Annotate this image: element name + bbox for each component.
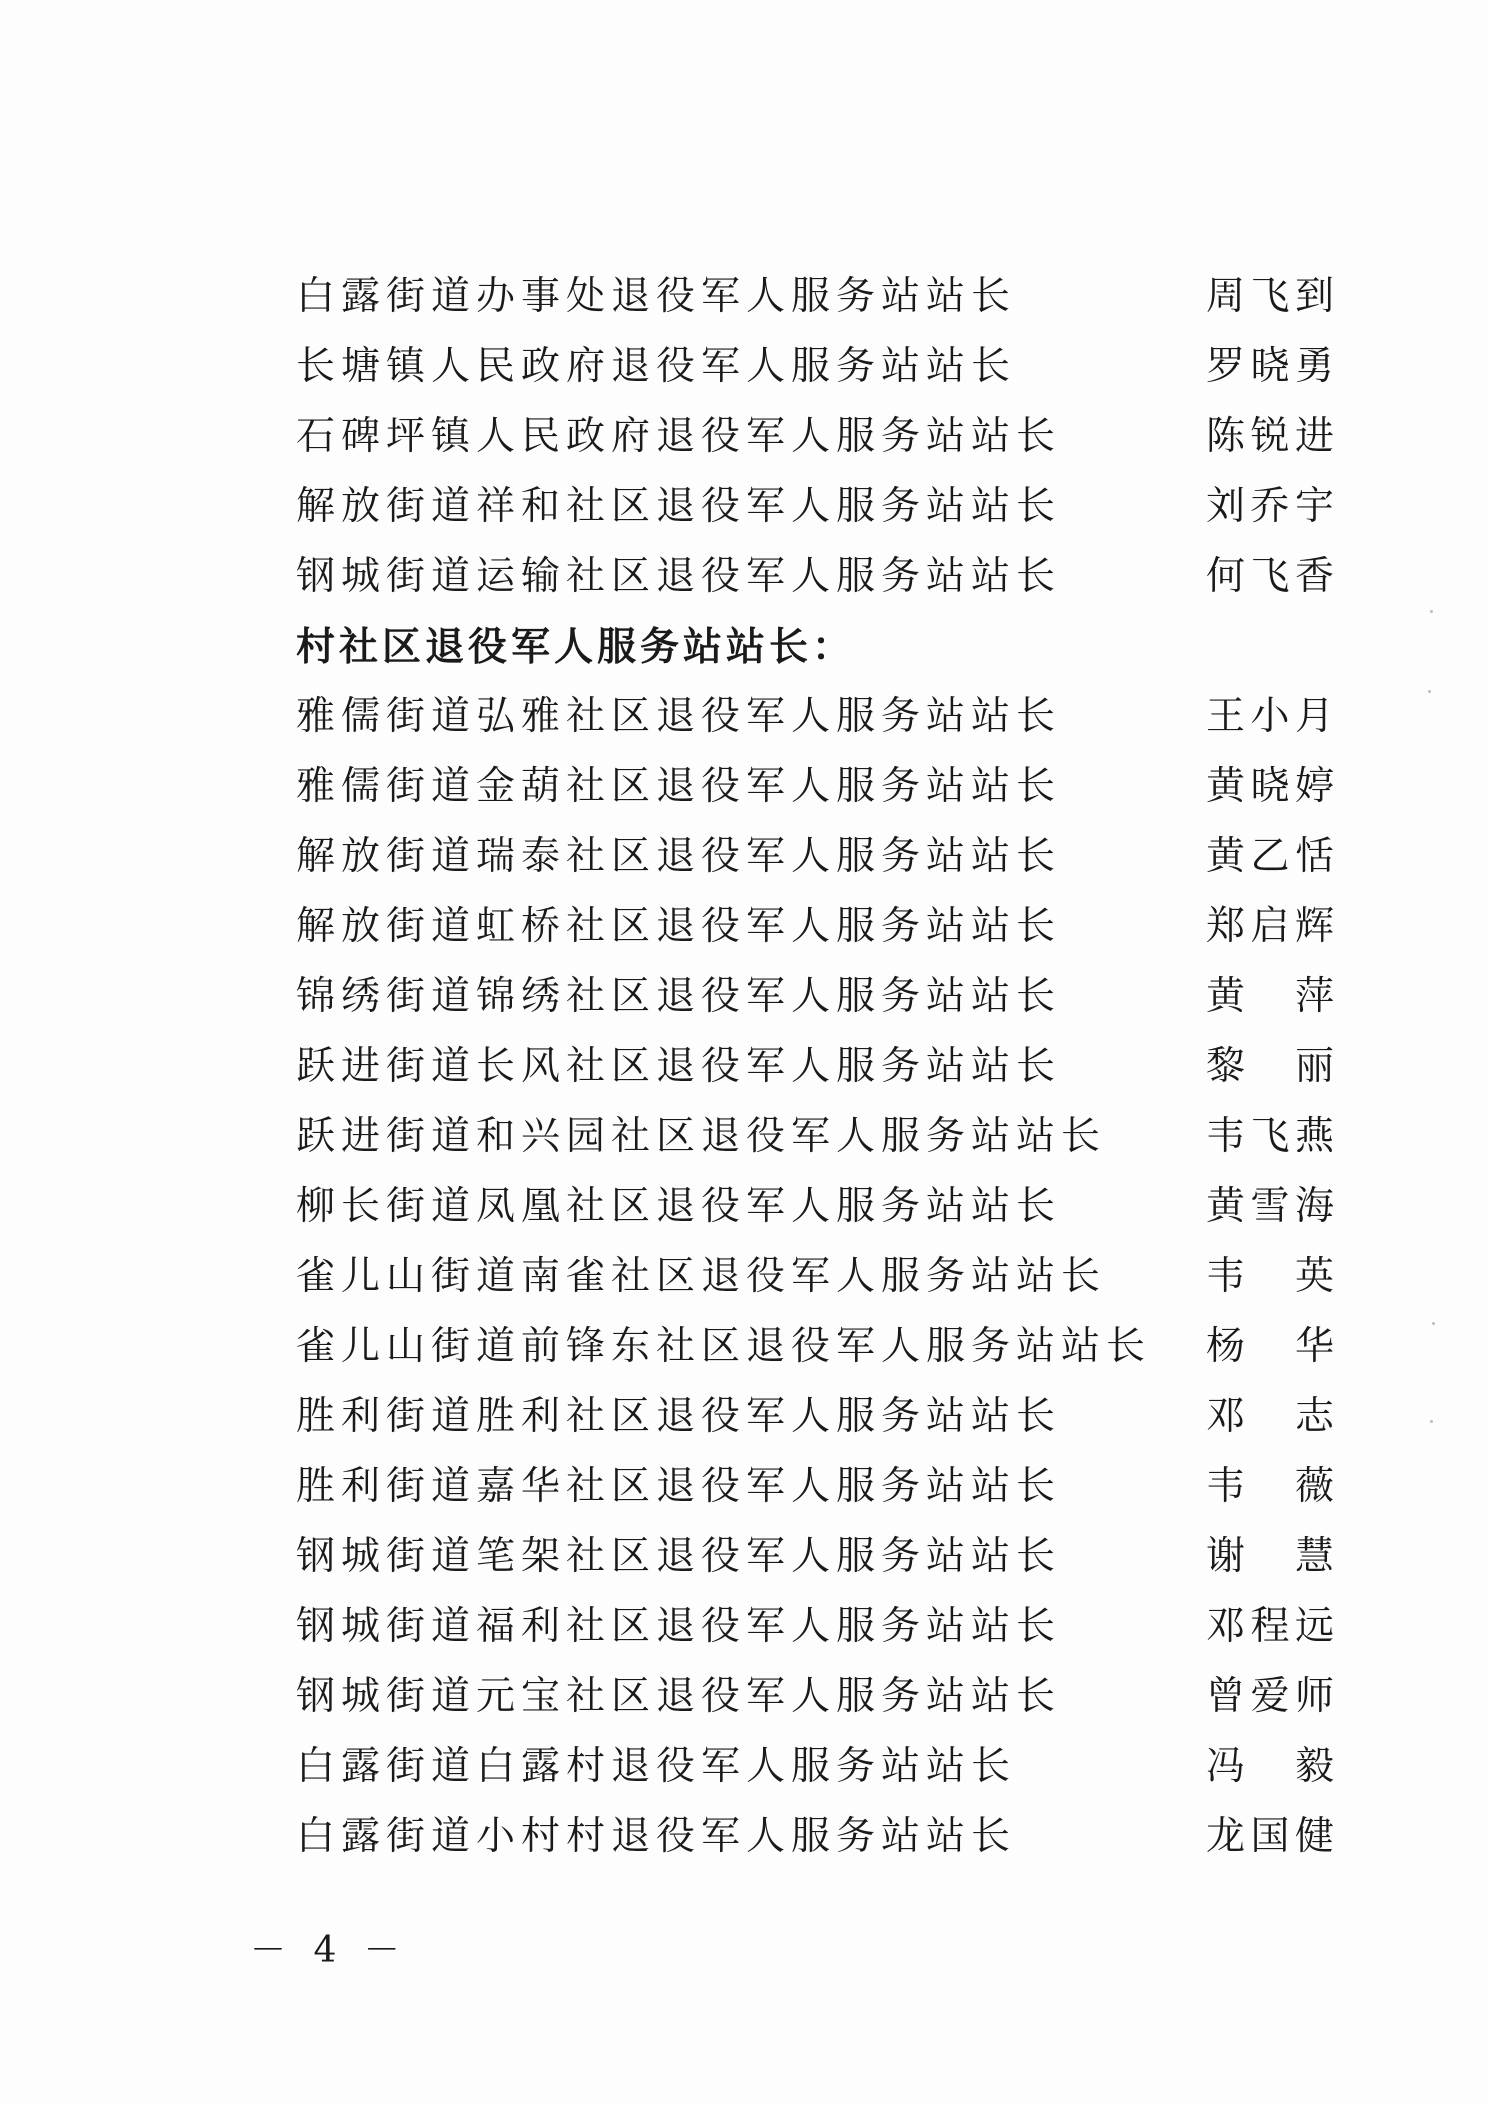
position-title: 长塘镇人民政府退役军人服务站站长 (296, 344, 1017, 389)
position-title: 钢城街道福利社区退役军人服务站站长 (296, 1604, 1062, 1649)
position-title: 胜利街道嘉华社区退役军人服务站站长 (296, 1464, 1062, 1509)
position-title: 雀儿山街道前锋东社区退役军人服务站站长 (296, 1324, 1152, 1369)
list-item (296, 262, 1336, 332)
list-item (296, 682, 1336, 752)
person-name: 刘乔宇 (1206, 484, 1336, 529)
position-title: 白露街道小村村退役军人服务站站长 (296, 1814, 1017, 1859)
position-title: 白露街道办事处退役军人服务站站长 (296, 274, 1017, 319)
position-title: 解放街道虹桥社区退役军人服务站站长 (296, 904, 1062, 949)
person-name: 谢慧 (1206, 1534, 1336, 1579)
list-item (296, 892, 1336, 962)
list-item (296, 1802, 1336, 1872)
scan-speck (1432, 1322, 1435, 1325)
position-title: 柳长街道凤凰社区退役军人服务站站长 (296, 1184, 1062, 1229)
position-title: 雀儿山街道南雀社区退役军人服务站站长 (296, 1254, 1107, 1299)
list-item (296, 1662, 1336, 1732)
person-name: 黄雪海 (1206, 1184, 1336, 1229)
position-title: 锦绣街道锦绣社区退役军人服务站站长 (296, 974, 1062, 1019)
section-heading-row (296, 612, 1336, 682)
list-item (296, 752, 1336, 822)
list-item (296, 1312, 1336, 1382)
position-title: 雅儒街道金葫社区退役军人服务站站长 (296, 764, 1062, 809)
person-name: 韦薇 (1206, 1464, 1336, 1509)
scan-speck (1430, 610, 1433, 613)
list-item (296, 1592, 1336, 1662)
list-item (296, 1732, 1336, 1802)
person-name: 王小月 (1206, 694, 1336, 739)
list-item (296, 1172, 1336, 1242)
person-name: 曾爱师 (1206, 1674, 1336, 1719)
list-item (296, 472, 1336, 542)
position-title: 钢城街道运输社区退役军人服务站站长 (296, 554, 1062, 599)
person-name: 邓志 (1206, 1394, 1336, 1439)
position-title: 白露街道白露村退役军人服务站站长 (296, 1744, 1017, 1789)
list-item (296, 1032, 1336, 1102)
page-number: － 4 － (250, 1930, 408, 1971)
personnel-list (296, 262, 1336, 1872)
list-item (296, 1102, 1336, 1172)
position-title: 跃进街道长风社区退役军人服务站站长 (296, 1044, 1062, 1089)
section-heading: 村社区退役军人服务站站长： (296, 624, 856, 670)
position-title: 胜利街道胜利社区退役军人服务站站长 (296, 1394, 1062, 1439)
list-item (296, 1452, 1336, 1522)
person-name: 陈锐进 (1206, 414, 1336, 459)
person-name: 罗晓勇 (1206, 344, 1336, 389)
person-name: 周飞到 (1206, 274, 1336, 319)
person-name: 韦英 (1206, 1254, 1336, 1299)
scan-speck (1428, 690, 1431, 693)
person-name: 龙国健 (1206, 1814, 1336, 1859)
person-name: 韦飞燕 (1206, 1114, 1336, 1159)
position-title: 解放街道祥和社区退役军人服务站站长 (296, 484, 1062, 529)
person-name: 杨华 (1206, 1324, 1336, 1369)
list-item (296, 542, 1336, 612)
position-title: 解放街道瑞泰社区退役军人服务站站长 (296, 834, 1062, 879)
person-name: 黄晓婷 (1206, 764, 1336, 809)
scan-speck (1430, 1420, 1433, 1423)
list-item (296, 822, 1336, 892)
person-name: 黄萍 (1206, 974, 1336, 1019)
list-item (296, 962, 1336, 1032)
person-name: 黎丽 (1206, 1044, 1336, 1089)
person-name: 冯毅 (1206, 1744, 1336, 1789)
list-item (296, 1242, 1336, 1312)
person-name: 邓程远 (1206, 1604, 1336, 1649)
position-title: 石碑坪镇人民政府退役军人服务站站长 (296, 414, 1062, 459)
person-name: 黄乙恬 (1206, 834, 1336, 879)
list-item (296, 1382, 1336, 1452)
list-item (296, 332, 1336, 402)
position-title: 钢城街道元宝社区退役军人服务站站长 (296, 1674, 1062, 1719)
position-title: 雅儒街道弘雅社区退役军人服务站站长 (296, 694, 1062, 739)
list-item (296, 402, 1336, 472)
list-item (296, 1522, 1336, 1592)
person-name: 何飞香 (1206, 554, 1336, 599)
position-title: 钢城街道笔架社区退役军人服务站站长 (296, 1534, 1062, 1579)
person-name: 郑启辉 (1206, 904, 1336, 949)
position-title: 跃进街道和兴园社区退役军人服务站站长 (296, 1114, 1107, 1159)
